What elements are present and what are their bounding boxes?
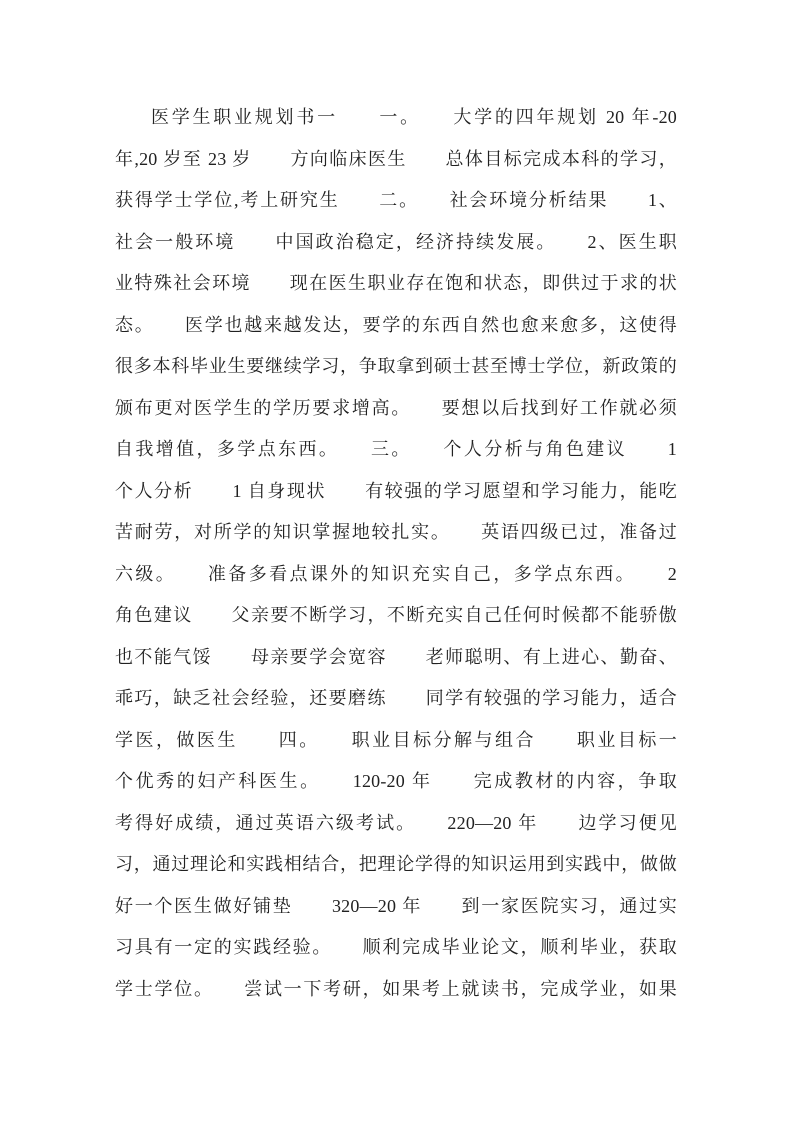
text-line: 年,20 岁至 23 岁 方向临床医生 总体目标完成本科的学习， — [115, 148, 677, 169]
text-line: 个人分析 1 自身现状 有较强的学习愿望和学习能力，能吃 — [115, 480, 677, 501]
career-plan-paragraph — [115, 97, 677, 1010]
text-line: 颁布更对医学生的学历要求增高。 要想以后找到好工作就必须 — [115, 397, 677, 418]
text-line: 六级。 准备多看点课外的知识充实自己，多学点东西。 2 — [115, 563, 677, 584]
text-line: 个优秀的妇产科医生。 120-20 年 完成教材的内容，争取 — [115, 771, 677, 791]
text-line: 也不能气馁 母亲要学会宽容 老师聪明、有上进心、勤奋、 — [115, 646, 677, 667]
text-line: 乖巧，缺乏社会经验，还要磨练 同学有较强的学习能力，适合 — [115, 688, 677, 708]
text-line: 很多本科毕业生要继续学习，争取拿到硕士甚至博士学位，新政策的 — [115, 356, 677, 376]
text-line: 苦耐劳，对所学的知识掌握地较扎实。 英语四级已过，准备过 — [115, 522, 677, 542]
text-line: 好一个医生做好铺垫 320—20 年 到一家医院实习，通过实 — [115, 895, 677, 916]
text-line: 习具有一定的实践经验。 顺利完成毕业论文，顺利毕业，获取 — [115, 937, 677, 957]
text-line: 业特殊社会环境 现在医生职业存在饱和状态，即供过于求的状 — [115, 273, 677, 293]
text-line: 学医，做医生 四。 职业目标分解与组合 职业目标一 — [115, 729, 677, 750]
text-line: 态。 医学也越来越发达，要学的东西自然也愈来愈多，这使得 — [115, 314, 677, 335]
text-line: 考得好成绩，通过英语六级考试。 220—20 年 边学习便见 — [115, 812, 677, 833]
text-line: 社会一般环境 中国政治稳定，经济持续发展。 2、医生职 — [115, 231, 677, 252]
text-line: 习，通过理论和实践相结合，把理论学得的知识运用到实践中，做做 — [115, 854, 677, 874]
text-line: 自我增值，多学点东西。 三。 个人分析与角色建议 1 — [115, 439, 677, 459]
text-line: 医学生职业规划书一 一。 大学的四年规划 20 年-20 — [151, 107, 677, 127]
text-line: 学士学位。 尝试一下考研，如果考上就读书，完成学业，如果 — [115, 978, 677, 999]
text-line: 角色建议 父亲要不断学习，不断充实自己任何时候都不能骄傲 — [115, 605, 677, 625]
text-line: 获得学士学位,考上研究生 二。 社会环境分析结果 1、 — [115, 190, 677, 210]
